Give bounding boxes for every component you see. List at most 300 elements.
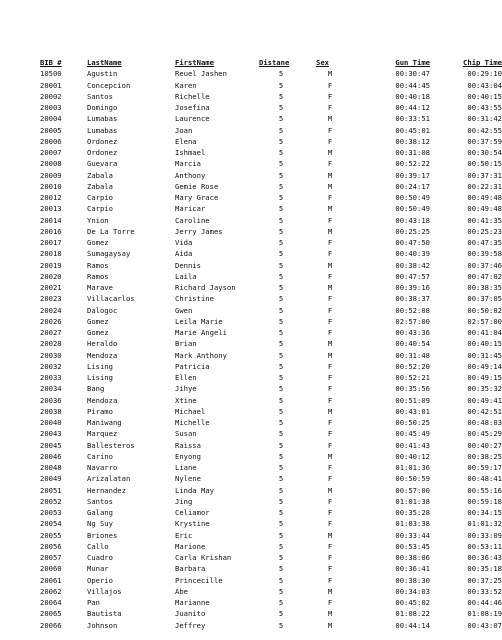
cell-distance: 5 xyxy=(278,463,284,472)
cell-distance: 5 xyxy=(278,328,284,337)
table-row xyxy=(40,620,502,631)
cell-firstname: Juanito xyxy=(175,609,206,619)
cell-lastname: Arizalatan xyxy=(87,474,131,484)
table-row xyxy=(40,440,502,451)
cell-bib: 20062 xyxy=(40,586,62,596)
cell-firstname: Christine xyxy=(175,294,214,304)
cell-sex: M xyxy=(327,586,333,596)
cell-distance: 5 xyxy=(278,294,284,304)
cell-gun-time: 01:03:38 xyxy=(395,519,430,529)
cell-bib: 20002 xyxy=(40,91,62,101)
cell-chip-time: 00:47:35 xyxy=(467,238,502,247)
cell-chip-time: 00:49:41 xyxy=(467,395,502,405)
table-row xyxy=(40,552,502,563)
cell-distance: 5 xyxy=(278,215,284,225)
column-header-lastname: LastName xyxy=(87,58,122,67)
cell-bib: 20008 xyxy=(40,159,62,169)
column-header-bib: BIB # xyxy=(40,58,62,67)
cell-firstname: Aida xyxy=(175,249,193,259)
cell-lastname: Operio xyxy=(87,575,113,585)
cell-gun-time: 00:52:21 xyxy=(395,373,430,382)
cell-sex: F xyxy=(327,249,333,259)
cell-sex: M xyxy=(327,485,333,495)
cell-sex: F xyxy=(327,125,333,135)
cell-bib: 20004 xyxy=(40,114,62,124)
cell-sex: F xyxy=(327,316,333,326)
cell-lastname: Navarro xyxy=(87,463,118,472)
cell-firstname: Laila xyxy=(175,271,197,281)
cell-firstname: Mark Anthony xyxy=(175,350,227,360)
column-header-distance: Distane xyxy=(259,58,290,67)
cell-distance: 5 xyxy=(278,361,284,371)
cell-lastname: Carpio xyxy=(87,204,113,214)
cell-gun-time: 00:57:00 xyxy=(395,485,430,495)
cell-chip-time: 00:22:31 xyxy=(467,181,502,191)
cell-lastname: De La Torre xyxy=(87,226,135,236)
cell-firstname: Laurence xyxy=(175,114,210,124)
cell-sex: F xyxy=(327,598,333,607)
cell-lastname: Ordonez xyxy=(87,148,118,157)
cell-gun-time: 00:50:25 xyxy=(395,418,430,427)
cell-lastname: Gomez xyxy=(87,238,109,247)
cell-chip-time: 00:49:15 xyxy=(467,373,502,382)
cell-firstname: Jerry James xyxy=(175,226,223,236)
cell-sex: F xyxy=(327,384,333,394)
race-results-table xyxy=(40,57,502,631)
cell-sex: F xyxy=(327,305,333,315)
cell-distance: 5 xyxy=(278,125,284,135)
cell-lastname: Carpio xyxy=(87,193,113,202)
cell-chip-time: 00:40:15 xyxy=(467,91,502,101)
cell-chip-time: 00:48:03 xyxy=(467,418,502,427)
cell-lastname: Domingo xyxy=(87,103,118,112)
table-row xyxy=(40,181,502,192)
cell-bib: 20018 xyxy=(40,249,62,259)
cell-gun-time: 00:24:17 xyxy=(395,181,430,191)
cell-gun-time: 02:57:00 xyxy=(395,316,430,326)
cell-sex: F xyxy=(327,159,333,169)
cell-lastname: Ordonez xyxy=(87,136,118,146)
cell-lastname: Gomez xyxy=(87,316,109,326)
cell-distance: 5 xyxy=(278,159,284,169)
cell-firstname: Abe xyxy=(175,586,188,596)
cell-gun-time: 00:50:49 xyxy=(395,193,430,202)
cell-distance: 5 xyxy=(278,170,284,180)
cell-distance: 5 xyxy=(278,496,284,506)
cell-gun-time: 00:40:54 xyxy=(395,339,430,349)
cell-chip-time: 00:37:46 xyxy=(467,260,502,270)
cell-distance: 5 xyxy=(278,620,284,630)
cell-distance: 5 xyxy=(278,451,284,461)
cell-gun-time: 00:39:16 xyxy=(395,283,430,292)
cell-lastname: Mendoza xyxy=(87,395,118,405)
cell-gun-time: 00:38:06 xyxy=(395,553,430,562)
cell-chip-time: 00:42:51 xyxy=(467,406,502,416)
cell-lastname: Mendoza xyxy=(87,350,118,360)
cell-gun-time: 00:53:45 xyxy=(395,541,430,551)
table-row xyxy=(40,170,502,181)
cell-gun-time: 00:35:28 xyxy=(395,508,430,517)
cell-distance: 5 xyxy=(278,271,284,281)
cell-gun-time: 00:40:12 xyxy=(395,451,430,461)
cell-sex: F xyxy=(327,271,333,281)
table-row xyxy=(40,597,502,608)
cell-sex: F xyxy=(327,294,333,304)
cell-bib: 20051 xyxy=(40,485,62,495)
cell-firstname: Marie Angeli xyxy=(175,328,227,337)
cell-firstname: Liane xyxy=(175,463,197,472)
table-row xyxy=(40,305,502,316)
cell-gun-time: 00:40:18 xyxy=(395,91,430,101)
cell-sex: F xyxy=(327,541,333,551)
cell-firstname: Caroline xyxy=(175,215,210,225)
cell-chip-time: 00:59:18 xyxy=(467,496,502,506)
cell-chip-time: 00:37:59 xyxy=(467,136,502,146)
cell-sex: F xyxy=(327,193,333,202)
cell-sex: F xyxy=(327,496,333,506)
cell-bib: 20006 xyxy=(40,136,62,146)
cell-distance: 5 xyxy=(278,148,284,157)
cell-bib: 20057 xyxy=(40,553,62,562)
table-row xyxy=(40,226,502,237)
table-row xyxy=(40,372,502,383)
cell-chip-time: 00:30:54 xyxy=(467,148,502,157)
cell-distance: 5 xyxy=(278,530,284,540)
table-row xyxy=(40,215,502,226)
cell-lastname: Santos xyxy=(87,496,113,506)
table-header-row xyxy=(40,57,502,68)
cell-lastname: Villacarlos xyxy=(87,294,135,304)
cell-bib: 20032 xyxy=(40,361,62,371)
cell-bib: 20053 xyxy=(40,508,62,517)
table-row xyxy=(40,350,502,361)
table-row xyxy=(40,395,502,406)
cell-gun-time: 00:30:47 xyxy=(395,69,430,79)
cell-distance: 5 xyxy=(278,339,284,349)
cell-chip-time: 00:40:27 xyxy=(467,440,502,450)
cell-firstname: Krystine xyxy=(175,519,210,529)
cell-gun-time: 00:45:01 xyxy=(395,125,430,135)
cell-gun-time: 00:47:57 xyxy=(395,271,430,281)
cell-chip-time: 00:43:55 xyxy=(467,103,502,112)
table-row xyxy=(40,417,502,428)
cell-sex: F xyxy=(327,80,333,90)
table-row xyxy=(40,383,502,394)
cell-firstname: Linda May xyxy=(175,485,214,495)
column-header-sex: Sex xyxy=(316,58,329,67)
cell-distance: 5 xyxy=(278,598,284,607)
cell-bib: 20052 xyxy=(40,496,62,506)
cell-bib: 20045 xyxy=(40,440,62,450)
cell-sex: M xyxy=(327,170,333,180)
cell-chip-time: 00:37:31 xyxy=(467,170,502,180)
cell-sex: M xyxy=(327,406,333,416)
cell-gun-time: 00:50:59 xyxy=(395,474,430,484)
table-row xyxy=(40,327,502,338)
table-row xyxy=(40,575,502,586)
cell-bib: 20007 xyxy=(40,148,62,157)
cell-bib: 10500 xyxy=(40,69,62,79)
cell-distance: 5 xyxy=(278,564,284,574)
cell-firstname: Raissa xyxy=(175,440,201,450)
cell-chip-time: 00:25:23 xyxy=(467,226,502,236)
cell-distance: 5 xyxy=(278,586,284,596)
cell-firstname: Maricar xyxy=(175,204,206,214)
cell-lastname: Zabala xyxy=(87,181,113,191)
table-row xyxy=(40,485,502,496)
cell-chip-time: 00:41:35 xyxy=(467,215,502,225)
cell-bib: 20001 xyxy=(40,80,62,90)
cell-bib: 20013 xyxy=(40,204,62,214)
table-row xyxy=(40,518,502,529)
cell-distance: 5 xyxy=(278,260,284,270)
cell-gun-time: 00:51:09 xyxy=(395,395,430,405)
cell-distance: 5 xyxy=(278,609,284,619)
table-row xyxy=(40,316,502,327)
cell-distance: 5 xyxy=(278,384,284,394)
cell-firstname: Vida xyxy=(175,238,193,247)
cell-distance: 5 xyxy=(278,103,284,112)
cell-bib: 20017 xyxy=(40,238,62,247)
cell-lastname: Ballesteros xyxy=(87,440,135,450)
cell-chip-time: 00:39:58 xyxy=(467,249,502,259)
cell-chip-time: 01:08:19 xyxy=(467,609,502,619)
cell-bib: 20027 xyxy=(40,328,62,337)
cell-gun-time: 00:38:37 xyxy=(395,294,430,304)
cell-gun-time: 00:41:43 xyxy=(395,440,430,450)
cell-distance: 5 xyxy=(278,204,284,214)
cell-firstname: Xtine xyxy=(175,395,197,405)
table-row xyxy=(40,102,502,113)
cell-firstname: Marianne xyxy=(175,598,210,607)
cell-bib: 20060 xyxy=(40,564,62,574)
cell-bib: 20012 xyxy=(40,193,62,202)
cell-lastname: Ynion xyxy=(87,215,109,225)
cell-firstname: Carla Krishan xyxy=(175,553,232,562)
cell-gun-time: 00:45:49 xyxy=(395,429,430,439)
cell-lastname: Zabala xyxy=(87,170,113,180)
cell-bib: 20048 xyxy=(40,463,62,472)
cell-sex: M xyxy=(327,283,333,292)
cell-distance: 5 xyxy=(278,136,284,146)
cell-bib: 20049 xyxy=(40,474,62,484)
cell-lastname: Ng Suy xyxy=(87,519,113,529)
cell-gun-time: 00:50:49 xyxy=(395,204,430,214)
table-body xyxy=(40,68,502,631)
cell-lastname: Maniwang xyxy=(87,418,122,427)
cell-bib: 20046 xyxy=(40,451,62,461)
cell-lastname: Pan xyxy=(87,598,100,607)
cell-chip-time: 00:41:04 xyxy=(467,328,502,337)
cell-lastname: Agustin xyxy=(87,69,118,79)
cell-bib: 20003 xyxy=(40,103,62,112)
table-row xyxy=(40,406,502,417)
cell-sex: F xyxy=(327,103,333,112)
cell-lastname: Lumabas xyxy=(87,125,118,135)
cell-distance: 5 xyxy=(278,429,284,439)
cell-bib: 20038 xyxy=(40,406,62,416)
cell-chip-time: 00:35:32 xyxy=(467,384,502,394)
cell-bib: 20034 xyxy=(40,384,62,394)
cell-bib: 20028 xyxy=(40,339,62,349)
cell-lastname: Cuadro xyxy=(87,553,113,562)
cell-distance: 5 xyxy=(278,541,284,551)
cell-bib: 20066 xyxy=(40,620,62,630)
cell-sex: F xyxy=(327,418,333,427)
cell-sex: F xyxy=(327,519,333,529)
table-row xyxy=(40,451,502,462)
cell-distance: 5 xyxy=(278,474,284,484)
cell-firstname: Anthony xyxy=(175,170,206,180)
cell-bib: 20061 xyxy=(40,575,62,585)
cell-lastname: Dalogoc xyxy=(87,305,118,315)
cell-chip-time: 00:59:17 xyxy=(467,463,502,472)
cell-firstname: Eric xyxy=(175,530,193,540)
cell-distance: 5 xyxy=(278,440,284,450)
cell-gun-time: 00:38:30 xyxy=(395,575,430,585)
cell-chip-time: 00:49:48 xyxy=(467,204,502,214)
cell-firstname: Barbara xyxy=(175,564,206,574)
cell-firstname: Gwen xyxy=(175,305,193,315)
cell-gun-time: 01:08:22 xyxy=(395,609,430,619)
cell-chip-time: 00:37:05 xyxy=(467,294,502,304)
cell-lastname: Lising xyxy=(87,373,113,382)
cell-lastname: Galang xyxy=(87,508,113,517)
table-row xyxy=(40,271,502,282)
cell-firstname: Michael xyxy=(175,406,206,416)
cell-bib: 20056 xyxy=(40,541,62,551)
table-row xyxy=(40,507,502,518)
cell-gun-time: 00:52:20 xyxy=(395,361,430,371)
cell-bib: 20014 xyxy=(40,215,62,225)
cell-firstname: Marcia xyxy=(175,159,201,169)
cell-firstname: Karen xyxy=(175,80,197,90)
cell-distance: 5 xyxy=(278,575,284,585)
cell-chip-time: 00:35:18 xyxy=(467,564,502,574)
cell-distance: 5 xyxy=(278,114,284,124)
column-header-gun-time: Gun Time xyxy=(395,58,430,67)
cell-lastname: Marquez xyxy=(87,429,118,439)
cell-sex: F xyxy=(327,373,333,382)
cell-lastname: Munar xyxy=(87,564,109,574)
cell-sex: M xyxy=(327,69,333,79)
table-row xyxy=(40,608,502,619)
cell-sex: M xyxy=(327,530,333,540)
cell-chip-time: 00:53:11 xyxy=(467,541,502,551)
cell-lastname: Callo xyxy=(87,541,109,551)
cell-sex: F xyxy=(327,395,333,405)
cell-lastname: Santos xyxy=(87,91,113,101)
cell-sex: M xyxy=(327,226,333,236)
cell-lastname: Guevara xyxy=(87,159,118,169)
cell-chip-time: 00:50:02 xyxy=(467,305,502,315)
cell-firstname: Richelle xyxy=(175,91,210,101)
cell-bib: 20016 xyxy=(40,226,62,236)
cell-gun-time: 00:31:48 xyxy=(395,350,430,360)
cell-gun-time: 00:44:45 xyxy=(395,80,430,90)
cell-distance: 5 xyxy=(278,316,284,326)
cell-lastname: Ramos xyxy=(87,271,109,281)
cell-sex: M xyxy=(327,148,333,157)
cell-sex: M xyxy=(327,620,333,630)
table-row xyxy=(40,203,502,214)
cell-chip-time: 00:50:15 xyxy=(467,159,502,169)
cell-bib: 20005 xyxy=(40,125,62,135)
cell-lastname: Gomez xyxy=(87,328,109,337)
cell-chip-time: 00:43:07 xyxy=(467,620,502,630)
cell-lastname: Bang xyxy=(87,384,105,394)
cell-gun-time: 00:43:01 xyxy=(395,406,430,416)
cell-gun-time: 00:35:56 xyxy=(395,384,430,394)
cell-bib: 20023 xyxy=(40,294,62,304)
cell-gun-time: 00:44:14 xyxy=(395,620,430,630)
cell-gun-time: 00:33:44 xyxy=(395,530,430,540)
cell-chip-time: 00:33:52 xyxy=(467,586,502,596)
cell-chip-time: 00:47:02 xyxy=(467,271,502,281)
cell-distance: 5 xyxy=(278,305,284,315)
cell-sex: F xyxy=(327,575,333,585)
cell-firstname: Susan xyxy=(175,429,197,439)
cell-lastname: Johnson xyxy=(87,620,118,630)
cell-lastname: Lumabas xyxy=(87,114,118,124)
cell-distance: 5 xyxy=(278,69,284,79)
cell-chip-time: 00:38:25 xyxy=(467,451,502,461)
column-header-firstname: FirstName xyxy=(175,58,214,67)
cell-sex: M xyxy=(327,339,333,349)
cell-distance: 5 xyxy=(278,249,284,259)
cell-bib: 20024 xyxy=(40,305,62,315)
cell-distance: 5 xyxy=(278,193,284,202)
cell-chip-time: 00:49:14 xyxy=(467,361,502,371)
cell-sex: M xyxy=(327,609,333,619)
cell-sex: F xyxy=(327,508,333,517)
cell-chip-time: 00:40:15 xyxy=(467,339,502,349)
cell-bib: 20021 xyxy=(40,283,62,292)
cell-firstname: Dennis xyxy=(175,260,201,270)
cell-firstname: Gemie Rose xyxy=(175,181,219,191)
cell-gun-time: 00:25:25 xyxy=(395,226,430,236)
cell-chip-time: 00:33:09 xyxy=(467,530,502,540)
cell-distance: 5 xyxy=(278,350,284,360)
table-row xyxy=(40,80,502,91)
cell-chip-time: 01:01:32 xyxy=(467,519,502,529)
cell-gun-time: 00:47:50 xyxy=(395,238,430,247)
cell-lastname: Heraldo xyxy=(87,339,118,349)
cell-sex: F xyxy=(327,463,333,472)
cell-firstname: Josefina xyxy=(175,103,210,112)
table-row xyxy=(40,282,502,293)
cell-gun-time: 00:31:08 xyxy=(395,148,430,157)
cell-chip-time: 00:38:35 xyxy=(467,283,502,292)
cell-lastname: Hernandez xyxy=(87,485,126,495)
cell-gun-time: 00:52:22 xyxy=(395,159,430,169)
cell-bib: 20065 xyxy=(40,609,62,619)
table-row xyxy=(40,248,502,259)
cell-sex: F xyxy=(327,238,333,247)
cell-distance: 5 xyxy=(278,418,284,427)
cell-sex: F xyxy=(327,328,333,337)
cell-sex: F xyxy=(327,91,333,101)
cell-gun-time: 00:45:02 xyxy=(395,598,430,607)
cell-gun-time: 00:38:42 xyxy=(395,260,430,270)
cell-chip-time: 00:31:45 xyxy=(467,350,502,360)
table-row xyxy=(40,136,502,147)
cell-firstname: Jihye xyxy=(175,384,197,394)
cell-chip-time: 02:57:00 xyxy=(467,316,502,326)
table-row xyxy=(40,192,502,203)
cell-firstname: Leila Marie xyxy=(175,316,223,326)
cell-distance: 5 xyxy=(278,519,284,529)
